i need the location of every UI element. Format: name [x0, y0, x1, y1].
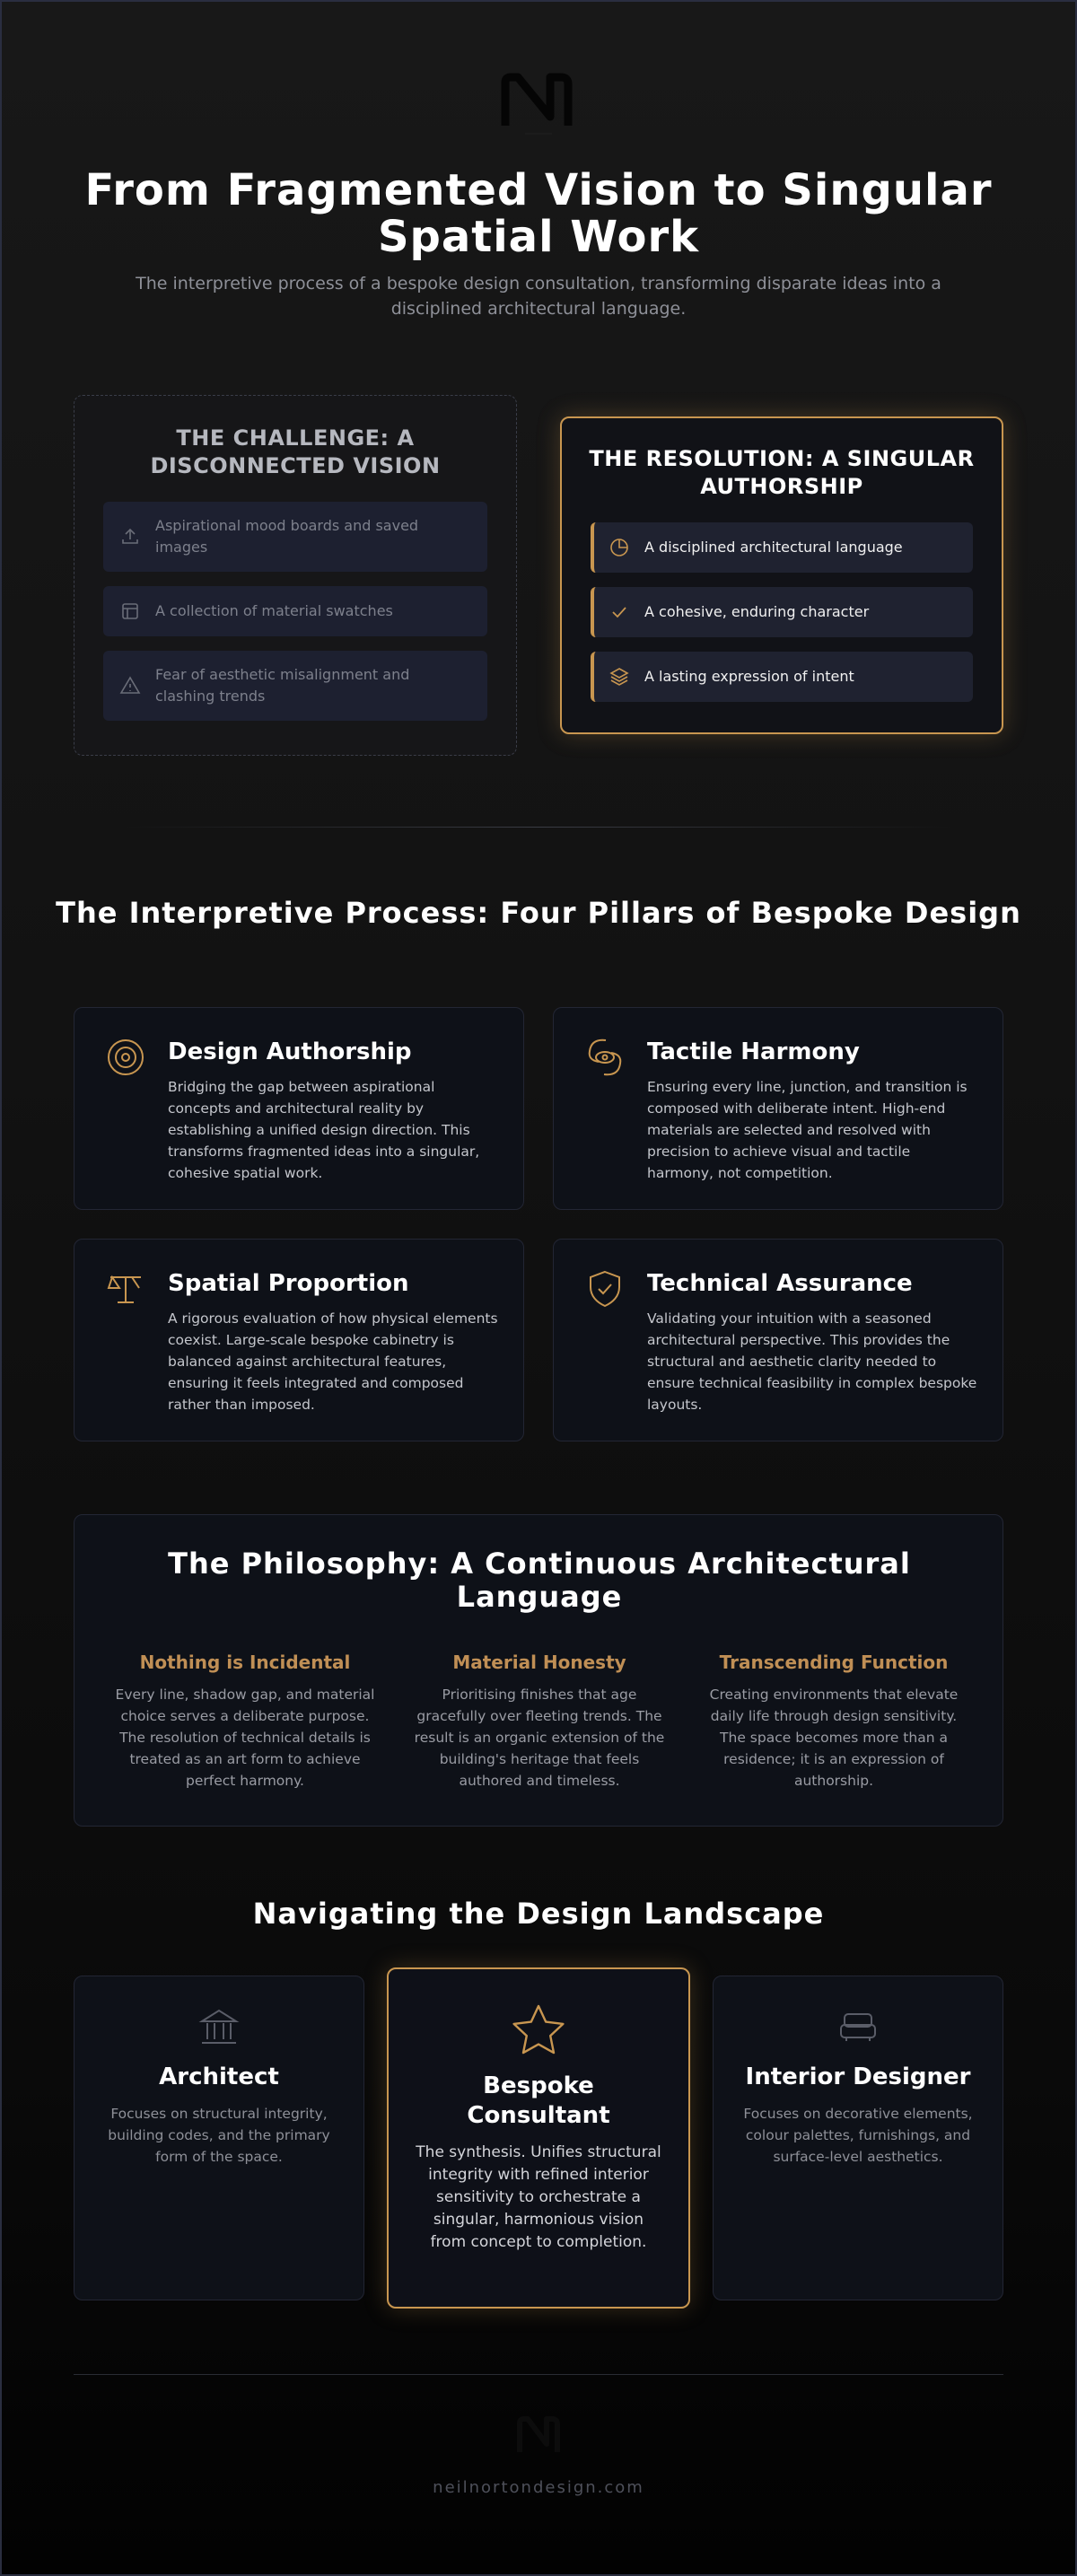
pie-chart-icon [609, 537, 630, 558]
role-card-featured [387, 1967, 690, 2309]
resolution-item-label: A disciplined architectural language [644, 539, 903, 556]
pillar-title: Tactile Harmony [647, 1038, 860, 1065]
philosophy-title: The Philosophy: A Continuous Architectural Language [168, 1546, 911, 1614]
pillar-title: Spatial Proportion [168, 1270, 409, 1297]
pillar-card [553, 1007, 1003, 1210]
pillar-title: Design Authorship [168, 1038, 412, 1065]
pillar-text: Ensuring every line, junction, and transition is composed with deliberate intent. High-end materials are selected and resolved with precision to achieve visual and tactile harmony, not competition. [647, 1079, 968, 1181]
shield-check-icon [584, 1268, 626, 1310]
role-card [713, 1976, 1003, 2300]
sofa-icon [836, 2005, 880, 2050]
challenge-item-label: Aspirational mood boards and saved images [155, 517, 419, 556]
challenge-item-label: A collection of material swatches [155, 602, 393, 619]
challenge-heading: THE CHALLENGE: A DISCONNECTED VISION [150, 425, 441, 478]
challenge-item [103, 586, 487, 636]
challenge-item [103, 502, 487, 572]
resolution-heading: THE RESOLUTION: A SINGULAR AUTHORSHIP [589, 446, 975, 499]
challenge-item [103, 651, 487, 721]
challenge-card [74, 395, 517, 756]
brand-logo [498, 70, 579, 140]
philosophy-column-title: Nothing is Incidental [139, 1652, 351, 1673]
pillar-text: Validating your intuition with a seasoned architectural perspective. This provides the structural and aesthetic clarity needed to ensure technical feasibility in complex bespoke layouts. [647, 1310, 977, 1413]
philosophy-column-title: Material Honesty [452, 1652, 626, 1673]
pillar-card [74, 1239, 524, 1441]
philosophy-column [112, 1652, 378, 1792]
landscape-title: Navigating the Design Landscape [252, 1897, 825, 1931]
role-text: Focuses on decorative elements, colour palettes, furnishings, and surface-level aesthetics. [743, 2106, 973, 2165]
resolution-item [591, 522, 973, 573]
resolution-item-label: A cohesive, enduring character [644, 603, 870, 620]
target-icon [105, 1037, 146, 1078]
resolution-item [591, 587, 973, 637]
footer-url-link[interactable]: neilnortondesign.com [433, 2478, 644, 2497]
philosophy-card [74, 1514, 1003, 1827]
pillar-text: Bridging the gap between aspirational concepts and architectural reality by establishing a unified design direction. This transforms fragmented ideas into a singular, cohesive spatial work. [168, 1079, 480, 1181]
page-subtitle: The interpretive process of a bespoke design consultation, transforming disparate ideas into a disciplined architectural language. [136, 274, 941, 319]
pillar-title: Technical Assurance [647, 1270, 913, 1297]
pillar-card [74, 1007, 524, 1210]
role-title: Bespoke Consultant [467, 2072, 610, 2129]
role-title: Architect [159, 2063, 279, 2090]
philosophy-column [407, 1652, 672, 1792]
star-icon [510, 2002, 567, 2059]
philosophy-column-text: Creating environments that elevate daily life through design sensitivity. The space becomes more than a residence; it is an expression of authorship. [709, 1687, 959, 1789]
pillar-text: A rigorous evaluation of how physical elements coexist. Large-scale bespoke cabinetry is balanced against architectural features, ensuring it feels integrated and composed rather than imposed. [168, 1310, 498, 1413]
upload-icon [119, 526, 141, 548]
philosophy-column-text: Every line, shadow gap, and material choice serves a deliberate purpose. The resolution of technical details is treated as an art form to achieve perfect harmony. [115, 1687, 375, 1789]
layout-icon [119, 600, 141, 622]
pillar-card [553, 1239, 1003, 1441]
footer-logo [514, 2414, 563, 2458]
warning-icon [119, 675, 141, 697]
eye-icon [584, 1037, 626, 1078]
columns-icon [197, 2005, 241, 2050]
page-title: From Fragmented Vision to Singular Spatial Work [84, 165, 993, 262]
check-icon [609, 601, 630, 623]
role-title: Interior Designer [745, 2063, 971, 2090]
role-text: The synthesis. Unifies structural integrity with refined interior sensitivity to orchestrate a singular, harmonious vision from concept to completion. [416, 2143, 661, 2251]
philosophy-column [701, 1652, 967, 1792]
philosophy-column-title: Transcending Function [719, 1652, 949, 1673]
footer-divider [74, 2374, 1003, 2375]
challenge-item-label: Fear of aesthetic misalignment and clashing trends [155, 666, 410, 705]
role-text: Focuses on structural integrity, building codes, and the primary form of the space. [108, 2106, 330, 2165]
scales-icon [105, 1268, 146, 1310]
resolution-item [591, 652, 973, 702]
role-card [74, 1976, 364, 2300]
section-divider [126, 827, 951, 828]
resolution-item-label: A lasting expression of intent [644, 668, 854, 685]
layers-icon [609, 666, 630, 688]
resolution-card [560, 416, 1003, 734]
pillars-title: The Interpretive Process: Four Pillars of Bespoke Design [56, 896, 1021, 930]
philosophy-column-text: Prioritising finishes that age gracefully over fleeting trends. The result is an organic extension of the building's heritage that feels authored and timeless. [414, 1687, 665, 1789]
